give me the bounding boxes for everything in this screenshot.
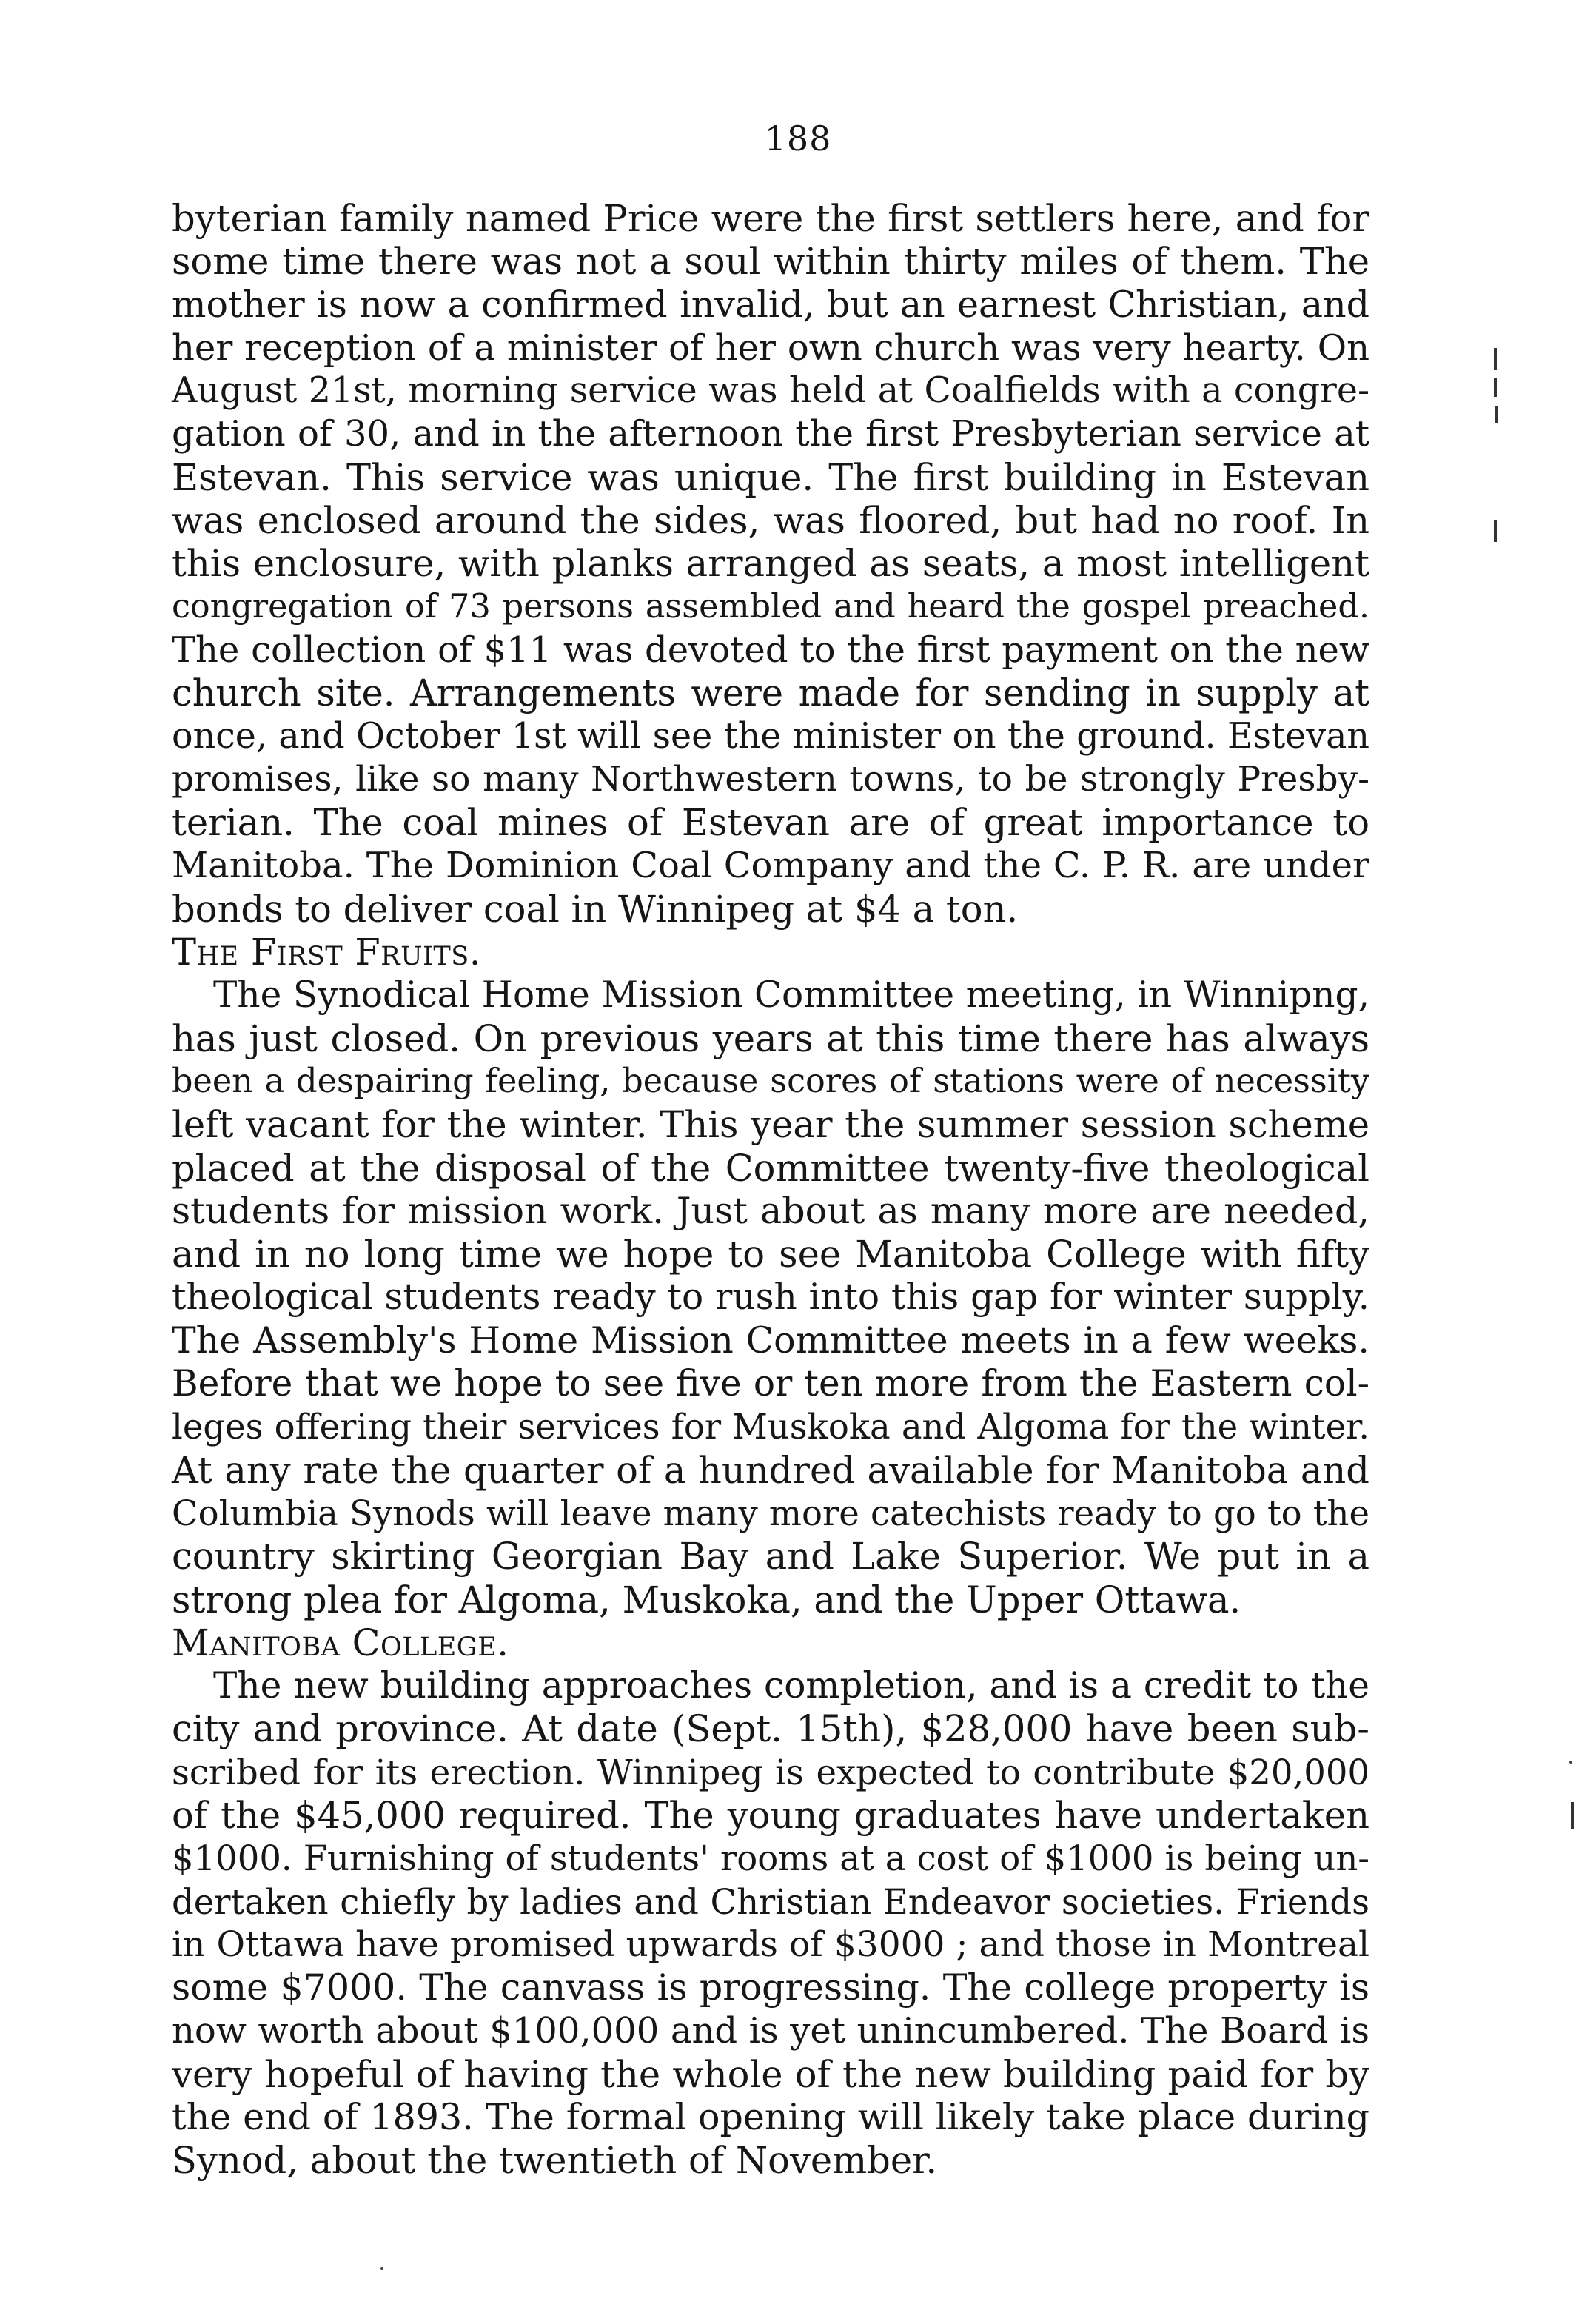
text-line: her reception of a minister of her own church was very hearty. On <box>172 327 1369 369</box>
text-line: has just closed. On previous years at this time there has always <box>172 1017 1369 1060</box>
text-line: terian. The coal mines of Estevan are of great importance to <box>172 801 1369 845</box>
text-line: dertaken chiefly by ladies and Christian Endeavor societies. Friends <box>172 1881 1369 1922</box>
margin-artifact-speck <box>1569 1761 1572 1764</box>
paragraph-first-fruits <box>172 974 1369 1621</box>
text-line: once, and October 1st will see the minister on the ground. Estevan <box>172 715 1369 757</box>
text-line: August 21st, morning service was held at Coalfields with a congre- <box>172 370 1369 412</box>
text-line: some $7000. The canvass is progressing. The college property is <box>172 1966 1369 2009</box>
margin-artifact-mark <box>1495 406 1498 423</box>
text-line: scribed for its erection. Winnipeg is expected to contribute $20,000 <box>172 1752 1369 1792</box>
page-number: 188 <box>764 118 832 158</box>
text-line: mother is now a confirmed invalid, but an earnest Christian, and <box>172 283 1369 326</box>
text-line: The Assembly's Home Mission Committee meets in a few weeks. <box>172 1319 1369 1362</box>
text-line: congregation of 73 persons assembled and heard the gospel preached. <box>172 587 1369 626</box>
margin-artifact-mark <box>1494 520 1497 542</box>
text-line: promises, like so many Northwestern towns, to be strongly Presby- <box>172 758 1369 800</box>
text-line: Synod, about the twentieth of November. <box>172 2139 938 2183</box>
text-line: and in no long time we hope to see Manitoba College with fifty <box>172 1233 1369 1276</box>
text-line: country skirting Georgian Bay and Lake Superior. We put in a <box>172 1535 1369 1578</box>
text-line: the end of 1893. The formal opening will likely take place during <box>172 2096 1369 2139</box>
text-line: very hopeful of having the whole of the new building paid for by <box>172 2052 1369 2096</box>
text-line: strong plea for Algoma, Muskoka, and the Upper Ottawa. <box>172 1578 1241 1621</box>
text-line: Before that we hope to see five or ten more from the Eastern col- <box>172 1363 1369 1405</box>
text-line: left vacant for the winter. This year the summer session scheme <box>172 1103 1369 1147</box>
text-line: At any rate the quarter of a hundred available for Manitoba and <box>172 1448 1369 1492</box>
body-text <box>172 197 1369 2183</box>
text-line: of the $45,000 required. The young graduates have undertaken <box>172 1793 1369 1837</box>
text-line: Estevan. This service was unique. The first building in Estevan <box>172 455 1369 499</box>
text-line: was enclosed around the sides, was floored, but had no roof. In <box>172 499 1369 543</box>
text-line: The new building approaches completion, and is a credit to the <box>213 1665 1369 1707</box>
margin-artifact-mark <box>1494 348 1497 370</box>
text-line: The Synodical Home Mission Committee meeting, in Winnipng, <box>213 974 1369 1017</box>
margin-artifact-mark <box>1494 378 1497 397</box>
text-line: students for mission work. Just about as many more are needed, <box>172 1189 1369 1232</box>
text-line: leges offering their services for Muskoka and Algoma for the winter. <box>172 1407 1369 1447</box>
text-line: this enclosure, with planks arranged as seats, a most intelligent <box>172 542 1369 586</box>
text-line: placed at the disposal of the Committee twenty-five theological <box>172 1146 1369 1190</box>
text-line: $1000. Furnishing of students' rooms at a cost of $1000 is being un- <box>172 1838 1369 1879</box>
text-line: gation of 30, and in the afternoon the first Presbyterian service at <box>172 413 1369 455</box>
text-line: bonds to deliver coal in Winnipeg at $4 a ton. <box>172 887 1019 931</box>
text-line: now worth about $100,000 and is yet unincumbered. The Board is <box>172 2010 1369 2052</box>
margin-artifact-mark <box>1571 1802 1574 1829</box>
section-heading-first-fruits: The First Fruits. <box>172 931 481 974</box>
text-line: city and province. At date (Sept. 15th), $28,000 have been sub- <box>172 1707 1369 1751</box>
text-line: in Ottawa have promised upwards of $3000 ; and those in Montreal <box>172 1923 1369 1965</box>
text-line: byterian family named Price were the first settlers here, and for <box>172 197 1369 240</box>
text-line: The collection of $11 was devoted to the first payment on the new <box>172 629 1369 671</box>
text-line: Manitoba. The Dominion Coal Company and the C. P. R. are under <box>172 845 1369 887</box>
paragraph-manitoba-college <box>172 1664 1369 2183</box>
text-line: some time there was not a soul within thirty miles of them. The <box>172 240 1369 284</box>
text-line: been a despairing feeling, because scores of stations were of necessity <box>172 1062 1369 1100</box>
margin-artifact-speck <box>380 2267 383 2270</box>
section-heading-manitoba-college: Manitoba College. <box>172 1621 509 1664</box>
text-line: Columbia Synods will leave many more catechists ready to go to the <box>172 1493 1369 1533</box>
paragraph-estevan <box>172 197 1369 931</box>
text-line: theological students ready to rush into this gap for winter supply. <box>172 1276 1369 1319</box>
text-line: church site. Arrangements were made for sending in supply at <box>172 672 1369 715</box>
